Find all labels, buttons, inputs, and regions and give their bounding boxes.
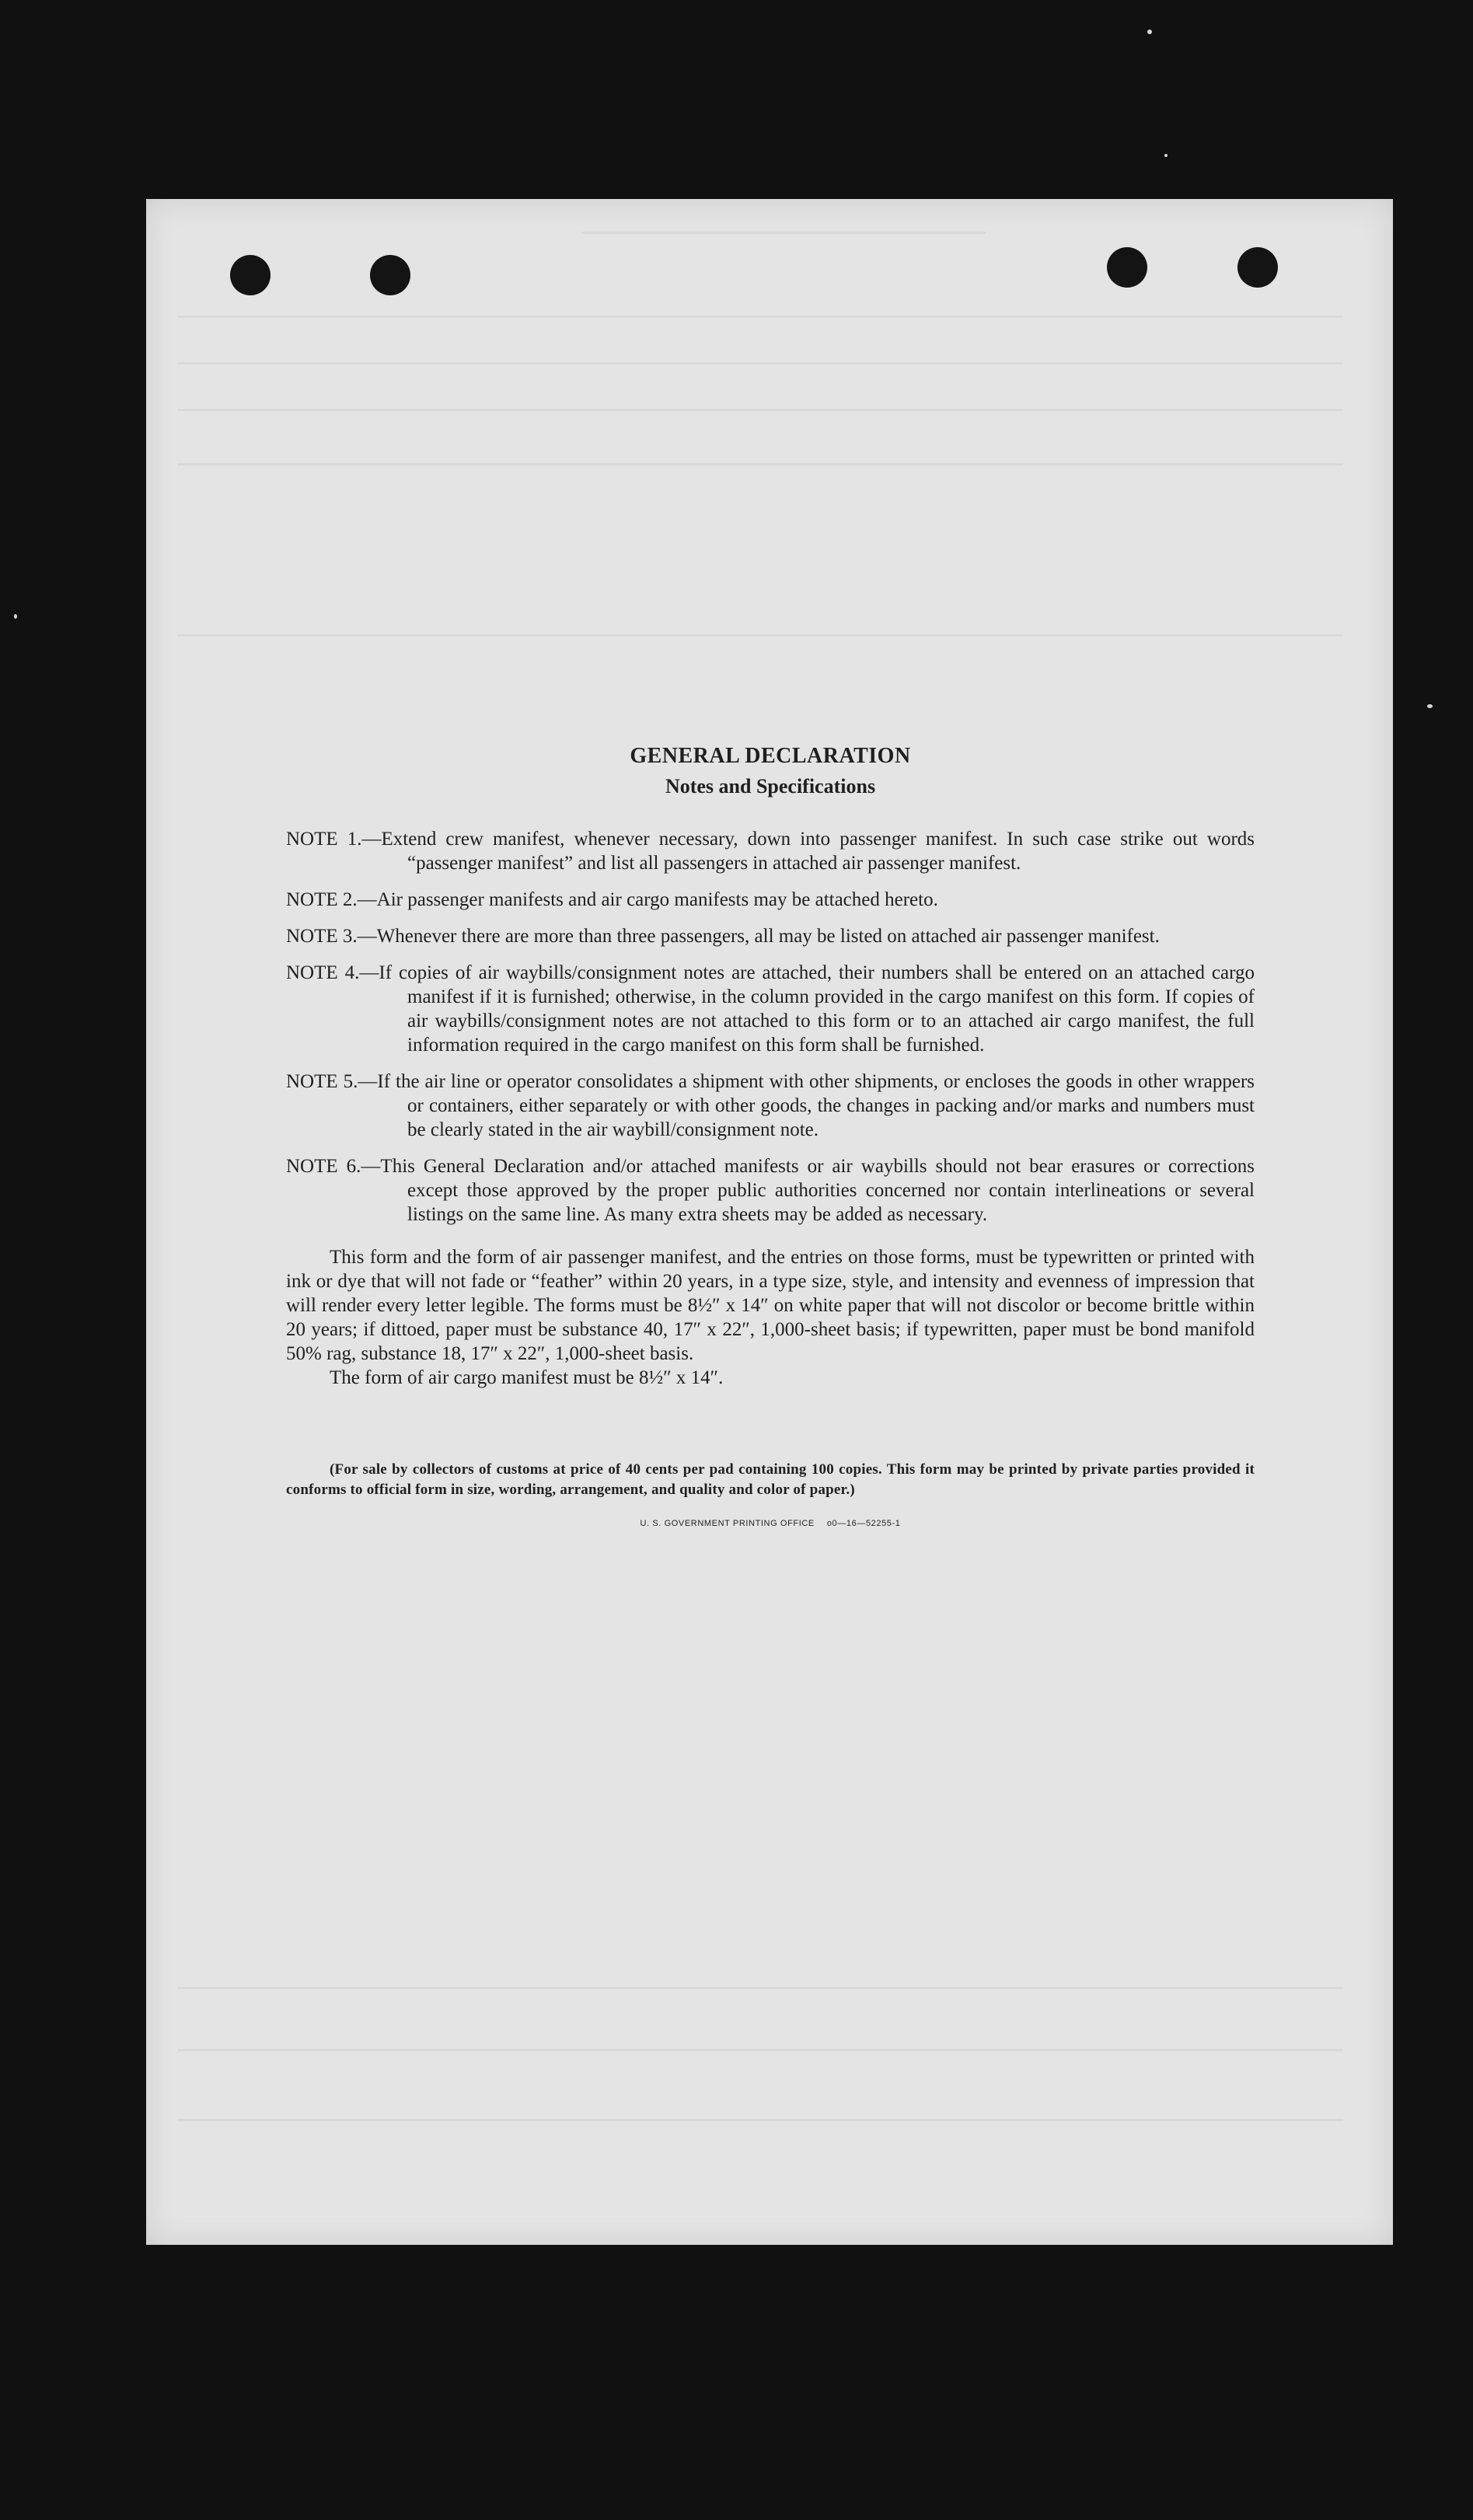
note-dash: —: [359, 962, 379, 983]
note-dash: —: [361, 1156, 381, 1177]
note-text: Extend crew manifest, whenever necessary, down into passenger manifest. In such case strike out words “passenger manifest” and list all passengers in attached air passenger manifest.: [381, 829, 1255, 874]
printer-name: U. S. GOVERNMENT PRINTING OFFICE: [640, 1519, 815, 1528]
note-label: NOTE 4.: [286, 962, 360, 983]
note-label: NOTE 5.: [286, 1071, 358, 1092]
notes-content: [286, 743, 1255, 1528]
punch-hole: [1107, 247, 1147, 288]
form-specification-paragraph: This form and the form of air passenger manifest, and the entries on those forms, must be typewritten or printed with ink or dye that will not fade or “feather” within 20 years, in a type size, style, and intensity and evenness of impression that will render every letter legible. The forms must be 8½″ x 14″ on white paper that will not discolor or become brittle within 20 years; if dittoed, paper must be substance 40, 17″ x 22″, 1,000-sheet basis; if typewritten, paper must be bond manifold 50% rag, substance 18, 17″ x 22″, 1,000-sheet basis.: [286, 1247, 1255, 1364]
note-dash: —: [357, 889, 377, 910]
note-text: Whenever there are more than three passengers, all may be listed on attached air passenger manifest.: [376, 926, 1160, 947]
note-text: This General Declaration and/or attached manifests or air waybills should not bear erasures or corrections except those approved by the proper public authorities concerned nor contain interlineations or several listings on the same line. As many extra sheets may be added as necessary.: [380, 1156, 1255, 1225]
document-subtitle: Notes and Specifications: [665, 775, 876, 798]
punch-hole: [230, 255, 271, 295]
punch-hole: [1237, 247, 1278, 288]
note-label: NOTE 3.: [286, 926, 358, 947]
note-item: [286, 827, 1255, 875]
note-item: [286, 1070, 1255, 1142]
note-dash: —: [358, 1071, 378, 1092]
note-item: [286, 1154, 1255, 1227]
sale-notice: (For sale by collectors of customs at price of 40 cents per pad containing 100 copies. This form may be printed by private parties provided it conforms to official form in size, wording, arrangement, and quality and color of paper.): [286, 1461, 1255, 1498]
printer-imprint: [286, 1519, 1255, 1528]
punch-hole: [370, 255, 410, 295]
note-label: NOTE 1.: [286, 829, 362, 850]
note-label: NOTE 6.: [286, 1156, 361, 1177]
note-dash: —: [357, 926, 377, 947]
note-text: If the air line or operator consolidates a shipment with other shipments, or encloses the goods in other wrappers or containers, either separately or with other goods, the changes in packing and/or marks and numbers must be clearly stated in the air waybill/consignment note.: [377, 1071, 1255, 1140]
scan-speck: [14, 614, 17, 619]
scan-speck: [1164, 154, 1168, 157]
note-item: [286, 888, 1255, 912]
document-page: [146, 199, 1393, 2245]
printer-code: o0—16—52255-1: [826, 1519, 901, 1528]
note-item: [286, 961, 1255, 1057]
document-title: GENERAL DECLARATION: [630, 744, 911, 768]
note-text: If copies of air waybills/consignment notes are attached, their numbers shall be entered on an attached cargo manifest if it is furnished; otherwise, in the column provided in the cargo manifest on this form. If copies of air waybills/consignment notes are not attached to this form or to an attached air cargo manifest, the full information required in the cargo manifest on this form shall be furnished.: [379, 962, 1255, 1056]
cargo-manifest-size-paragraph: The form of air cargo manifest must be 8½″ x 14″.: [330, 1367, 724, 1388]
scan-speck: [1427, 704, 1433, 708]
note-item: [286, 924, 1255, 948]
note-dash: —: [361, 829, 382, 850]
note-label: NOTE 2.: [286, 889, 358, 910]
note-text: Air passenger manifests and air cargo manifests may be attached hereto.: [376, 889, 938, 910]
scan-speck: [1147, 30, 1152, 34]
